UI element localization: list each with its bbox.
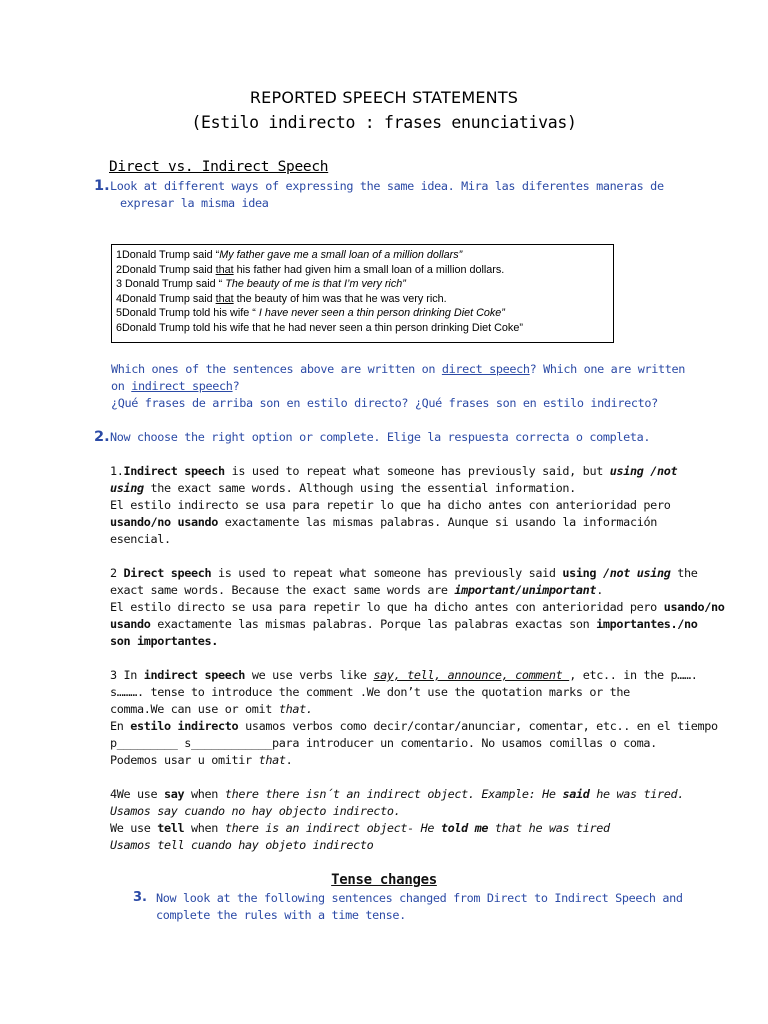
item1-line5: esencial.: [110, 532, 171, 546]
section2-instructions: Now choose the right option or complete. Elige la respuesta correcta o completa.: [110, 430, 651, 444]
question-line3: ¿Qué frases de arriba son en estilo directo? ¿Qué frases son en estilo indirecto?: [111, 396, 658, 410]
item4-text: [110, 786, 684, 854]
item1-line4: usando/no usando exactamente las mismas palabras. Aunque si usando la información: [110, 515, 657, 529]
item4-line4: Usamos tell cuando hay objeto indirecto: [110, 838, 374, 852]
section1-line1: Look at different ways of expressing the same idea. Mira las diferentes maneras de: [110, 179, 664, 193]
item4-line2: Usamos say cuando no hay objecto indirecto.: [110, 804, 401, 818]
section3-instructions: [156, 890, 683, 924]
section3-line1: Now look at the following sentences changed from Direct to Indirect Speech and: [156, 891, 683, 905]
question-line1: Which ones of the sentences above are written on direct speech? Which one are written: [111, 362, 685, 376]
section2-number: 2.: [94, 429, 110, 445]
section3-line2: complete the rules with a time tense.: [156, 908, 406, 922]
item3-text: [110, 667, 718, 769]
question-line2: on indirect speech?: [111, 379, 240, 393]
example-sentence-6: 6Donald Trump told his wife that he had never seen a thin person drinking Diet Coke”: [116, 322, 523, 334]
item1-text: [110, 463, 677, 548]
item2-line2: exact same words. Because the exact same words are important/unimportant.: [110, 583, 603, 597]
item2-line5: son importantes.: [110, 634, 219, 648]
item3-line2: s………. tense to introduce the comment .We don’t use the quotation marks or the: [110, 685, 630, 699]
item1-line2: using the exact same words. Although using the essential information.: [110, 481, 576, 495]
example-sentence-1: 1Donald Trump said “My father gave me a small loan of a million dollars”: [116, 249, 463, 261]
item4-line3: We use tell when there is an indirect object- He told me that he was tired: [110, 821, 610, 835]
example-sentence-4: 4Donald Trump said that the beauty of him was that he was very rich.: [116, 292, 447, 305]
item3-line6: Podemos usar u omitir that.: [110, 753, 293, 767]
section1-number: 1.: [94, 178, 110, 194]
item1-line3: El estilo indirecto se usa para repetir lo que ha dicho antes con anterioridad pero: [110, 498, 671, 512]
section3-number: 3.: [133, 890, 147, 905]
section1-line2: expresar la misma idea: [120, 196, 269, 210]
item2-line1: 2 Direct speech is used to repeat what someone has previously said using /not using the: [110, 566, 698, 580]
example-sentence-3: 3 Donald Trump said “ The beauty of me is that I’m very rich”: [116, 278, 406, 291]
page-title: REPORTED SPEECH STATEMENTS: [249, 88, 519, 107]
item4-line1: 4We use say when there there isn´t an indirect object. Example: He said he was tired.: [110, 787, 684, 801]
item2-line3: El estilo directo se usa para repetir lo que ha dicho antes con anterioridad pero usando/no: [110, 600, 725, 614]
page-subtitle: (Estilo indirecto : frases enunciativas): [191, 113, 577, 132]
section3-heading: Tense changes: [331, 872, 437, 888]
section1-instructions: [110, 178, 664, 212]
item3-line4: En estilo indirecto usamos verbos como decir/contar/anunciar, comentar, etc.. en el tiempo: [110, 719, 718, 733]
item3-line1: 3 In indirect speech we use verbs like say, tell, announce, comment , etc.. in the p…….: [110, 668, 698, 682]
question-text: [111, 361, 685, 412]
example-sentences-box: [111, 244, 614, 343]
item3-line5: p_________ s____________para introducer un comentario. No usamos comillas o coma.: [110, 736, 657, 750]
item1-line1: 1.Indirect speech is used to repeat what someone has previously said, but using /not: [110, 464, 678, 478]
item3-line3: comma.We can use or omit that.: [110, 702, 313, 716]
section1-heading: Direct vs. Indirect Speech: [109, 159, 329, 175]
example-sentence-5: 5Donald Trump told his wife “ I have never seen a thin person drinking Diet Coke”: [116, 307, 505, 320]
example-sentence-2: 2Donald Trump said that his father had given him a small loan of a million dollars.: [116, 263, 505, 276]
item2-text: [110, 565, 724, 650]
item2-line4: usando exactamente las mismas palabras. Porque las palabras exactas son importantes./no: [110, 617, 698, 631]
